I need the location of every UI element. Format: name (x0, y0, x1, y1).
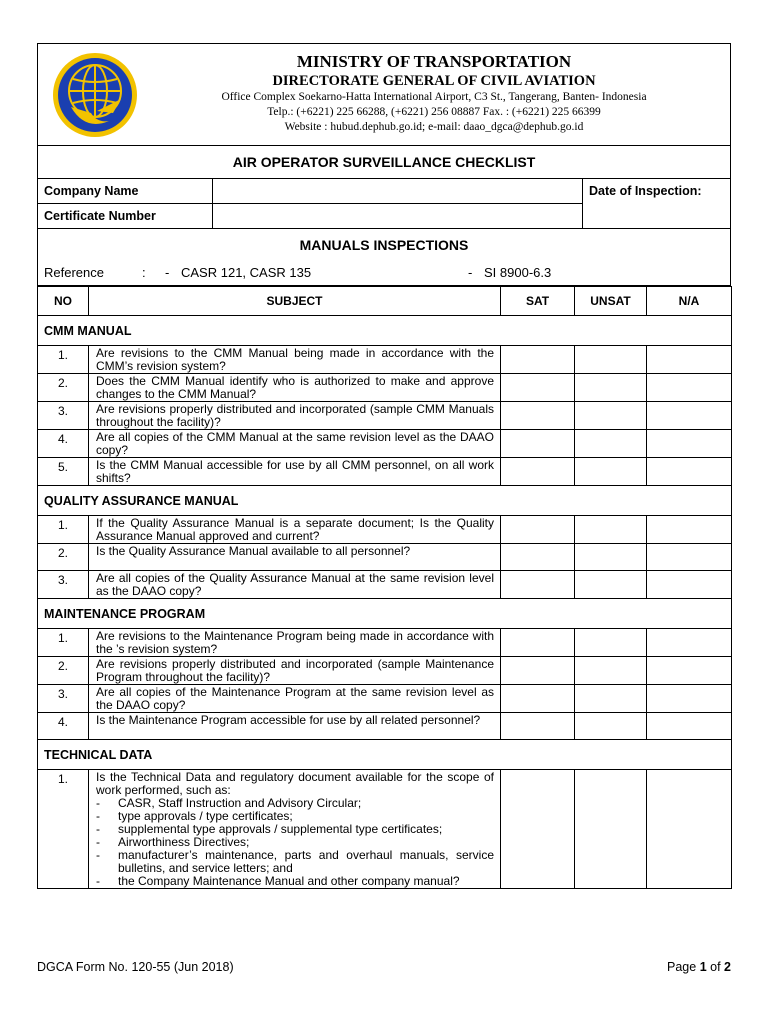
item-number: 2. (38, 544, 89, 571)
section-row (38, 486, 732, 516)
item-subject (89, 571, 501, 599)
section-header-block (37, 229, 731, 286)
sat-cell[interactable] (501, 544, 575, 571)
item-bullet (96, 849, 494, 875)
certificate-number-field[interactable] (213, 204, 583, 229)
unsat-cell[interactable] (575, 657, 647, 685)
bullet-text: CASR, Staff Instruction and Advisory Circular; (118, 796, 362, 810)
reference-dash-2: - (468, 265, 473, 280)
item-question: Is the Quality Assurance Manual available to all personnel? (96, 544, 411, 558)
reference-casr: CASR 121, CASR 135 (181, 265, 312, 280)
checklist-row (38, 458, 732, 486)
contact-website: Website : hubud.dephub.go.id; e-mail: daao_dgca@dephub.go.id (284, 121, 584, 133)
unsat-cell[interactable] (575, 374, 647, 402)
section-heading: TECHNICAL DATA (38, 740, 732, 770)
item-subject (89, 402, 501, 430)
reference-row (38, 261, 730, 285)
checklist-row (38, 685, 732, 713)
bullet-dash: - (96, 822, 100, 836)
document-page (37, 43, 731, 889)
checklist-row (38, 770, 732, 889)
sat-cell[interactable] (501, 657, 575, 685)
checklist-row (38, 713, 732, 740)
sat-cell[interactable] (501, 770, 575, 889)
inspection-info-table (38, 178, 730, 228)
unsat-cell[interactable] (575, 430, 647, 458)
item-number: 1. (38, 516, 89, 544)
na-cell[interactable] (647, 713, 732, 740)
section-row (38, 740, 732, 770)
reference-dash-1: - (165, 265, 170, 280)
sat-cell[interactable] (501, 374, 575, 402)
bullet-text: Airworthiness Directives; (118, 835, 250, 849)
na-cell[interactable] (647, 374, 732, 402)
unsat-cell[interactable] (575, 770, 647, 889)
page-current: 1 (699, 960, 707, 974)
company-name-field[interactable] (213, 179, 583, 204)
form-info-block (37, 146, 731, 229)
item-subject (89, 430, 501, 458)
checklist-row (38, 544, 732, 571)
item-subject (89, 629, 501, 657)
unsat-cell[interactable] (575, 402, 647, 430)
page-indicator (667, 960, 731, 974)
item-number: 3. (38, 402, 89, 430)
item-number: 2. (38, 657, 89, 685)
na-cell[interactable] (647, 346, 732, 374)
unsat-cell[interactable] (575, 629, 647, 657)
bullet-text: manufacturer’s maintenance, parts and overhaul manuals, service bulletins, and service letters; and (118, 848, 494, 875)
item-subject (89, 374, 501, 402)
checklist-header-row (38, 287, 732, 316)
checklist-row (38, 346, 732, 374)
na-cell[interactable] (647, 516, 732, 544)
item-question: Are all copies of the CMM Manual at the same revision level as the DAAO copy? (96, 430, 494, 457)
unsat-cell[interactable] (575, 685, 647, 713)
item-bullet (96, 875, 494, 888)
sat-cell[interactable] (501, 629, 575, 657)
na-cell[interactable] (647, 458, 732, 486)
bullet-dash: - (96, 796, 100, 810)
reference-label: Reference (44, 265, 104, 280)
item-question: Are revisions properly distributed and incorporated (sample Maintenance Program throughout the facility)? (96, 657, 494, 684)
col-subject: SUBJECT (89, 287, 501, 316)
bullet-text: supplemental type approvals / supplemental type certificates; (118, 822, 443, 836)
col-na: N/A (647, 287, 732, 316)
certificate-number-label: Certificate Number (38, 204, 213, 229)
item-subject (89, 458, 501, 486)
sat-cell[interactable] (501, 685, 575, 713)
bullet-dash: - (96, 848, 100, 862)
item-subject (89, 657, 501, 685)
unsat-cell[interactable] (575, 713, 647, 740)
section-heading: CMM MANUAL (38, 316, 732, 346)
unsat-cell[interactable] (575, 458, 647, 486)
section-row (38, 599, 732, 629)
item-number: 5. (38, 458, 89, 486)
reference-si: SI 8900-6.3 (484, 265, 552, 280)
item-number: 3. (38, 685, 89, 713)
bullet-dash: - (96, 874, 100, 888)
sat-cell[interactable] (501, 430, 575, 458)
letterhead-text (148, 52, 720, 135)
letterhead (37, 43, 731, 146)
bullet-text: type approvals / type certificates; (118, 809, 293, 823)
item-subject (89, 516, 501, 544)
item-subject (89, 346, 501, 374)
col-unsat: UNSAT (575, 287, 647, 316)
office-address: Office Complex Soekarno-Hatta International Airport, C3 St., Tangerang, Banten- Indonesia (221, 91, 647, 103)
checklist-row (38, 657, 732, 685)
checklist-row (38, 571, 732, 599)
item-question: Are revisions to the CMM Manual being made in accordance with the CMM’s revision system? (96, 346, 494, 373)
unsat-cell[interactable] (575, 571, 647, 599)
ministry-name: MINISTRY OF TRANSPORTATION (296, 52, 572, 71)
unsat-cell[interactable] (575, 544, 647, 571)
sat-cell[interactable] (501, 571, 575, 599)
item-question: Is the CMM Manual accessible for use by all CMM personnel, on all work shifts? (96, 458, 494, 485)
na-cell[interactable] (647, 685, 732, 713)
na-cell[interactable] (647, 430, 732, 458)
sat-cell[interactable] (501, 713, 575, 740)
checklist-row (38, 374, 732, 402)
item-question: Are all copies of the Quality Assurance Manual at the same revision level as the DAAO copy? (96, 571, 494, 598)
page-word: Page (667, 960, 697, 974)
checklist-row (38, 402, 732, 430)
na-cell[interactable] (647, 770, 732, 889)
unsat-cell[interactable] (575, 516, 647, 544)
bullet-dash: - (96, 835, 100, 849)
na-cell[interactable] (647, 544, 732, 571)
na-cell[interactable] (647, 657, 732, 685)
item-number: 3. (38, 571, 89, 599)
na-cell[interactable] (647, 571, 732, 599)
section-heading: QUALITY ASSURANCE MANUAL (38, 486, 732, 516)
item-subject (89, 685, 501, 713)
item-number: 1. (38, 629, 89, 657)
item-question: Are revisions properly distributed and incorporated (sample CMM Manuals throughout the facility)? (96, 402, 494, 429)
item-question: If the Quality Assurance Manual is a separate document; Is the Quality Assurance Manual approved and current? (96, 516, 494, 543)
company-name-label: Company Name (38, 179, 213, 204)
item-question: Are all copies of the Maintenance Program at the same revision level as the DAAO copy? (96, 685, 494, 712)
col-no: NO (38, 287, 89, 316)
page-total: 2 (724, 960, 731, 974)
na-cell[interactable] (647, 629, 732, 657)
item-question: Is the Technical Data and regulatory document available for the scope of work performed, such as: (96, 770, 494, 797)
item-number: 4. (38, 713, 89, 740)
date-of-inspection-label[interactable]: Date of Inspection: (583, 179, 731, 229)
form-title: AIR OPERATOR SURVEILLANCE CHECKLIST (232, 154, 536, 170)
na-cell[interactable] (647, 402, 732, 430)
bullet-dash: - (96, 809, 100, 823)
sat-cell[interactable] (501, 346, 575, 374)
item-number: 1. (38, 346, 89, 374)
item-number: 4. (38, 430, 89, 458)
item-question: Are revisions to the Maintenance Program being made in accordance with the ’s revision system? (96, 629, 494, 656)
item-subject (89, 713, 501, 740)
item-number: 1. (38, 770, 89, 889)
section-heading: MAINTENANCE PROGRAM (38, 599, 732, 629)
checklist-table (37, 286, 732, 889)
dgca-logo-icon (51, 51, 139, 139)
checklist-row (38, 629, 732, 657)
page-of: of (710, 960, 721, 974)
sat-cell[interactable] (501, 516, 575, 544)
item-subject (89, 544, 501, 571)
sat-cell[interactable] (501, 458, 575, 486)
item-question: Is the Maintenance Program accessible for use by all related personnel? (96, 713, 481, 727)
reference-colon: : (142, 265, 146, 280)
section-row (38, 316, 732, 346)
form-number: DGCA Form No. 120-55 (Jun 2018) (37, 960, 234, 974)
unsat-cell[interactable] (575, 346, 647, 374)
col-sat: SAT (501, 287, 575, 316)
section-title: MANUALS INSPECTIONS (299, 237, 469, 253)
item-subject (89, 770, 501, 889)
checklist-row (38, 516, 732, 544)
item-question: Does the CMM Manual identify who is authorized to make and approve changes to the CMM Manual? (96, 374, 494, 401)
directorate-name: DIRECTORATE GENERAL OF CIVIL AVIATION (272, 73, 596, 89)
sat-cell[interactable] (501, 402, 575, 430)
item-number: 2. (38, 374, 89, 402)
bullet-text: the Company Maintenance Manual and other company manual? (118, 874, 460, 888)
contact-phone: Telp.: (+6221) 225 66288, (+6221) 256 08887 Fax. : (+6221) 225 66399 (267, 106, 601, 118)
checklist-row (38, 430, 732, 458)
